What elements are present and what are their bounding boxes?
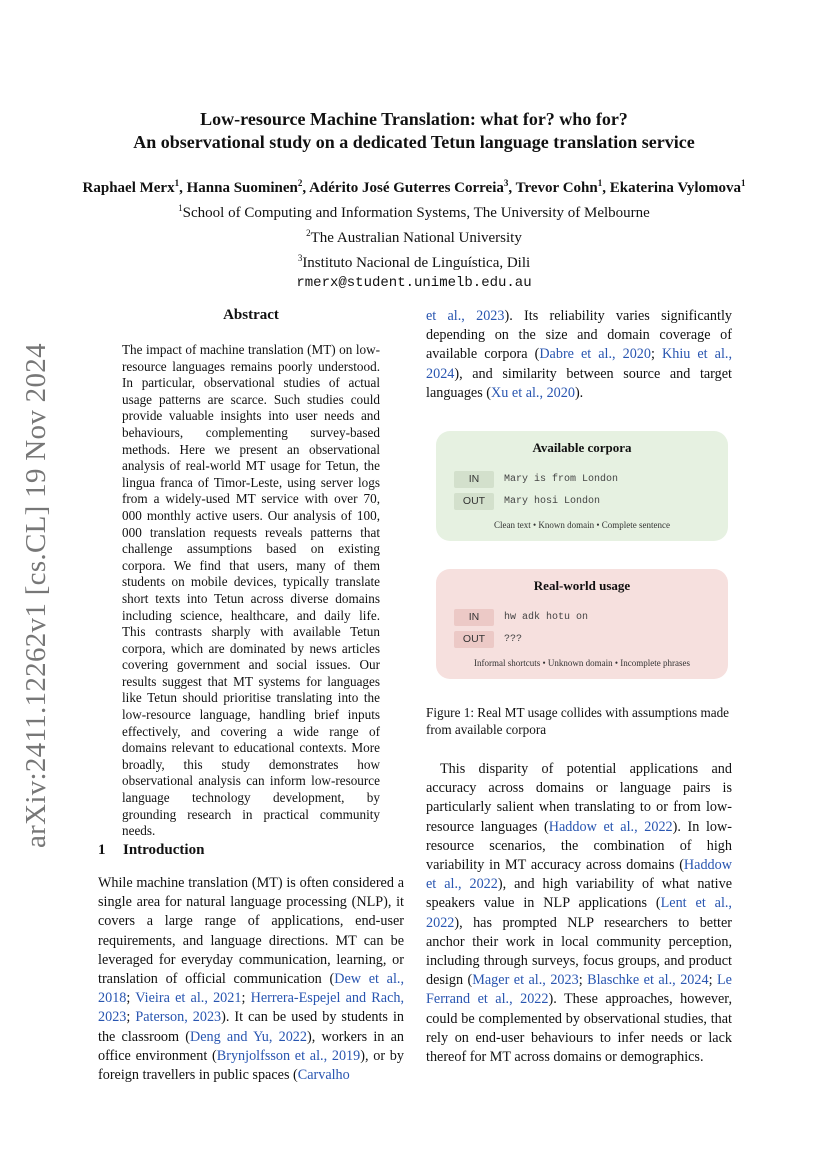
author-affiliation-mark: 1 [740,178,746,188]
citation-link[interactable]: Khiu et al., 2024 [426,346,732,382]
paper-title [0,108,828,154]
right-paragraph-1 [426,307,732,403]
citation-link[interactable]: Paterson, 2023 [135,1009,222,1026]
paragraph-text: ; [651,346,662,363]
affiliation [0,248,828,273]
paragraph-text: While machine translation (MT) is often considered a single area for natural language processing (NLP), it covers a large range of applications, end-user requirements, and language directions. MT can be leveraged for everyday communication, learning, or translation of official communication ( [98,875,404,988]
citation-link[interactable]: Haddow et al., 2022 [548,818,673,835]
citation-link[interactable]: Haddow et al., 2022 [426,857,732,893]
affiliation-text: Instituto Nacional de Linguística, Dili [302,255,531,271]
citation-link[interactable]: Mager et al., 2023 [472,972,579,989]
out-tag: OUT [454,631,494,648]
title-line-1: Low-resource Machine Translation: what for? who for? [200,109,628,129]
panel-title: Available corpora [532,440,632,455]
citation-link[interactable]: Deng and Yu, 2022 [190,1028,307,1045]
out-tag: OUT [454,493,494,510]
author-list: Raphael Merx$^1$, Hanna Suominen$^2$, Adérito José Guterres Correia$^3$, Trevor Cohn$^1$, Ekaterina Vylomova$^1$ [82,178,746,196]
paragraph-text: ). It can be used by students in the classroom ( [98,1009,404,1045]
author-affiliation-mark: 2 [297,178,303,188]
arxiv-identifier[interactable]: arXiv:2411.12262v1 [cs.CL] 19 Nov 2024 [20,343,52,848]
affiliation-text: School of Computing and Information Systems, The University of Melbourne [182,205,650,221]
author-name: Raphael Merx [82,180,175,196]
section-heading [98,842,204,859]
section-number: 1 [98,842,106,858]
paragraph-text: ), and similarity between source and target languages ( [426,365,732,401]
citation-link[interactable]: Brynjolfsson et al., 2019 [216,1047,361,1064]
panel-footer: Informal shortcuts • Unknown domain • Incomplete phrases [473,658,690,668]
citation-link[interactable]: Dabre et al., 2020 [539,346,651,363]
input-example: hw adk hotu on [504,612,589,623]
section-title: Introduction [123,842,205,858]
citation-link[interactable]: Xu et al., 2020 [491,384,575,401]
panel-title: Real-world usage [533,578,631,593]
abstract-text: The impact of machine translation (MT) on low-resource languages remains poorly understood. In particular, observational studies of actual usage patterns are scarce. Such studies could provide valuable insights into user needs and behaviours, complementing survey-based methods. Here we present an observational analysis of real-world MT usage for Tetun, the lingua franca of Timor-Leste, using server logs from a widely-used MT service with over 70, 000 monthly active users. Our analysis of 100, 000 translation requests reveals patterns that challenge assumptions based on existing corpora. We find that users, many of them students on mobile devices, typically translate short texts into Tetun across diverse domains including science, healthcare, and daily life. This contrasts sharply with available Tetun corpora, which are dominated by news articles covering government and social issues. Our results suggest that MT systems for languages like Tetun should prioritise translating into the low-resource language, handling brief inputs effectively, and covering a wide range of domains relevant to educational contexts. More broadly, this study demonstrates how observational analysis can inform low-resource language technology development, by grounding research in practical community needs. [122,342,380,839]
author-name: Ekaterina Vylomova [609,180,741,196]
citation-link[interactable]: et al., 2023 [426,308,505,324]
affiliation-number: 3 [297,253,303,263]
author-name: Adérito José Guterres Correia [309,180,504,196]
paragraph-text: ; [708,972,718,989]
figure-caption: Figure 1: Real MT usage collides with assumptions made from available corpora [426,705,730,737]
author-affiliation-mark: 1 [597,178,603,188]
paragraph-text: ; [241,990,251,1007]
citation-link[interactable]: Dew et al., 2018 [98,971,404,1007]
citation-link[interactable]: Le Ferrand et al., 2022 [426,972,732,1008]
in-tag: IN [454,609,494,626]
paragraph-text: This disparity of potential applications and accuracy across domains or language pairs is particularly salient when translating to or from low-resource languages ( [426,761,732,835]
author-name: Trevor Cohn [515,180,598,196]
paragraph-text: ), has prompted NLP researchers to better anchor their work in local community perception, including through surveys, focus groups, and product design ( [426,914,732,989]
paragraph-text: ), workers in an office environment ( [98,1028,404,1064]
input-example: Mary is from London [504,474,619,485]
intro-paragraph [98,874,404,1085]
affiliation-number: 2 [306,228,311,238]
paragraph-text: ). [574,384,584,401]
affiliation [0,223,828,248]
output-example: ??? [504,634,523,645]
citation-link[interactable]: Vieira et al., 2021 [135,990,242,1007]
in-tag: IN [454,471,494,488]
citation-link[interactable]: Blaschke et al., 2024 [587,972,709,989]
paragraph-text: ). In low-resource scenarios, the combination of high variability in MT accuracy across domains ( [426,818,732,874]
author-block [0,173,828,293]
paragraph-text: ), or by foreign travellers in public spaces ( [98,1047,404,1084]
paragraph-text: ; [126,990,136,1007]
panel-footer: Clean text • Known domain • Complete sentence [493,520,670,530]
affiliation-text: The Australian National University [310,230,522,246]
paragraph-text: ), and high variability of what native speakers value in NLP applications ( [426,876,732,912]
figure-panel-real-world-usage [436,569,728,679]
citation-link[interactable]: Carvalho [297,1067,350,1084]
author-email[interactable]: rmerx@student.unimelb.edu.au [296,275,532,291]
paragraph-text: ; [126,1009,136,1026]
paragraph-text: ). These approaches, however, could be complemented by observational studies, that rely on end-user behaviours to infer needs or lack thereof for MT across domains or demographics. [426,991,732,1066]
author-name: Hanna Suominen [186,180,298,196]
affiliation-number: 1 [178,203,183,213]
paragraph-text: ). Its reliability varies significantly depending on the size and domain coverage of available corpora ( [426,308,732,363]
affiliation [0,198,828,223]
citation-link[interactable]: Herrera-Espejel and Rach, 2023 [98,990,405,1026]
title-line-2: An observational study on a dedicated Tetun language translation service [133,132,695,152]
right-paragraph-2 [426,760,732,1067]
abstract-heading: Abstract [223,307,279,323]
author-affiliation-mark: 1 [174,178,180,188]
author-affiliation-mark: 3 [503,178,509,188]
paragraph-text: ; [578,972,588,989]
figure-panel-available-corpora [436,431,728,541]
output-example: Mary hosi London [504,496,601,507]
citation-link[interactable]: Lent et al., 2022 [426,895,732,931]
